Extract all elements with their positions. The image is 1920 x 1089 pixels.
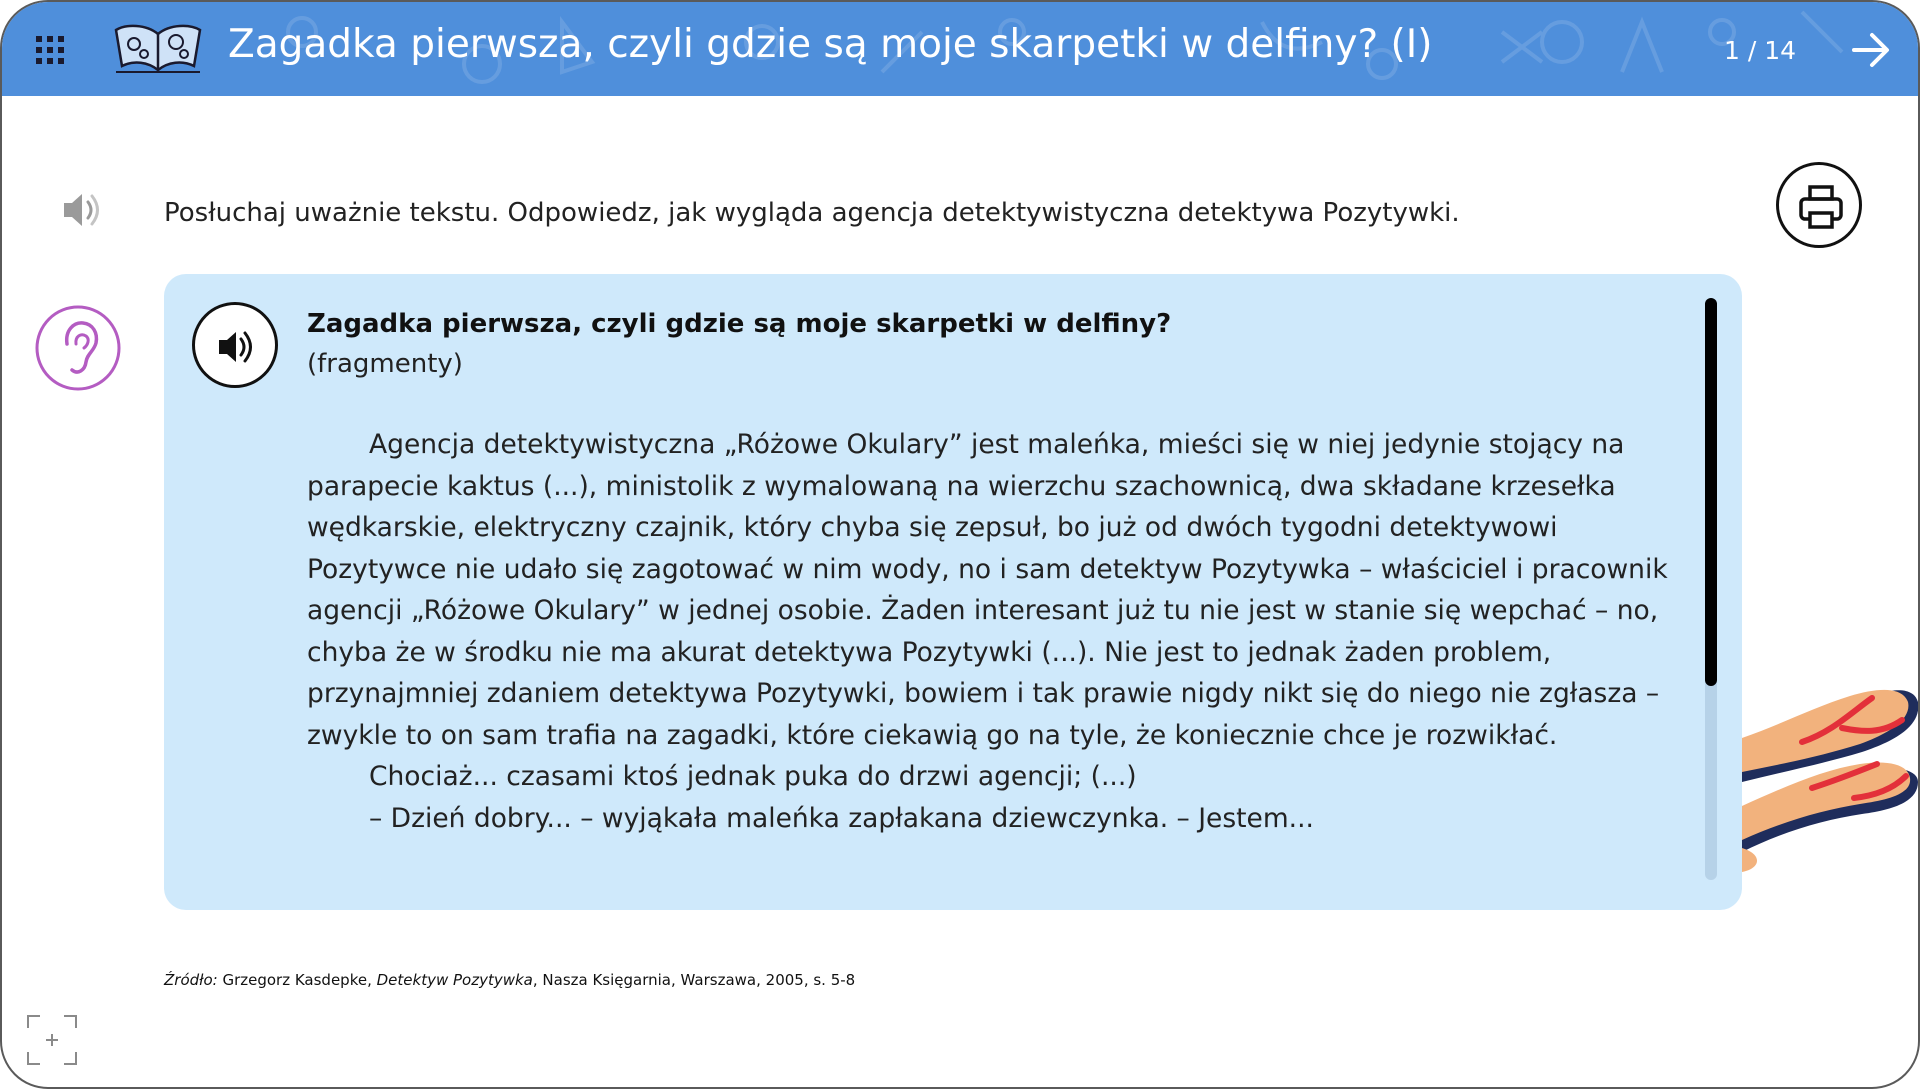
- page-title: Zagadka pierwsza, czyli gdzie są moje skarpetki w delfiny? (I): [228, 22, 1433, 67]
- source-author: Grzegorz Kasdepke,: [217, 971, 377, 989]
- menu-grid-button[interactable]: [36, 36, 66, 66]
- story-paragraph: Chociaż... czasami ktoś jednak puka do drzwi agencji; (...): [369, 761, 1137, 792]
- source-citation: [164, 971, 855, 989]
- source-details: , Nasza Księgarnia, Warszawa, 2005, s. 5-8: [532, 971, 856, 989]
- arrow-right-icon[interactable]: [1850, 30, 1892, 70]
- speaker-icon: [215, 325, 259, 369]
- instruction-text: Posłuchaj uważnie tekstu. Odpowiedz, jak wygląda agencja detektywistyczna detektywa Pozytywki.: [164, 198, 1460, 228]
- play-audio-button[interactable]: [192, 302, 278, 388]
- source-prefix: Źródło:: [164, 971, 218, 989]
- print-button[interactable]: [1776, 162, 1862, 248]
- source-book: Detektyw Pozytywka: [376, 971, 533, 989]
- speaker-icon[interactable]: [60, 188, 106, 232]
- page-indicator: 1 / 14: [1724, 36, 1797, 65]
- story-paragraph: Agencja detektywistyczna „Różowe Okulary” jest maleńka, mieści się w niej jedynie stojący na parapecie kaktus (...), ministolik z wymalowaną na wierzchu szachownicą, dwa składane krzesełka wędkarskie, elektryczny czajnik, który chyba się zepsuł, bo już od dwóch tygodni detektywowi Pozytywce nie udało się zagotować w nim wody, no i sam detektyw Pozytywka – właściciel i pracownik agencji „Różowe Okulary” w jednej osobie. Żaden interesant już tu nie jest w stanie się wepchać – no, chyba że w środku nie ma akurat detektywa Pozytywki (...). Nie jest to jednak żaden problem, przynajmniej zdaniem detektywa Pozytywki, bowiem i tak prawie nigdy nikt się do niego nie zgłasza – zwykle to on sam trafia na zagadki, które ciekawią go na tyle, że koniecznie chce je rozwikłać.: [307, 429, 1668, 751]
- scrollbar-thumb[interactable]: [1705, 298, 1717, 686]
- story-title: Zagadka pierwsza, czyli gdzie są moje skarpetki w delfiny?: [307, 309, 1172, 339]
- story-text: [307, 304, 1687, 894]
- fullscreen-icon[interactable]: [26, 1014, 78, 1066]
- scrollbar-track[interactable]: [1705, 298, 1717, 880]
- open-book-logo: [112, 20, 204, 76]
- flip-flop-feet-illustration: [1742, 672, 1918, 872]
- ear-icon: [34, 304, 122, 392]
- printer-icon: [1797, 183, 1845, 231]
- story-paragraph: – Dzień dobry... – wyjąkała maleńka zapłakana dziewczynka. – Jestem...: [369, 802, 1314, 834]
- story-subtitle: (fragmenty): [307, 349, 463, 379]
- header-bar: [2, 2, 1918, 96]
- text-card: [164, 274, 1742, 910]
